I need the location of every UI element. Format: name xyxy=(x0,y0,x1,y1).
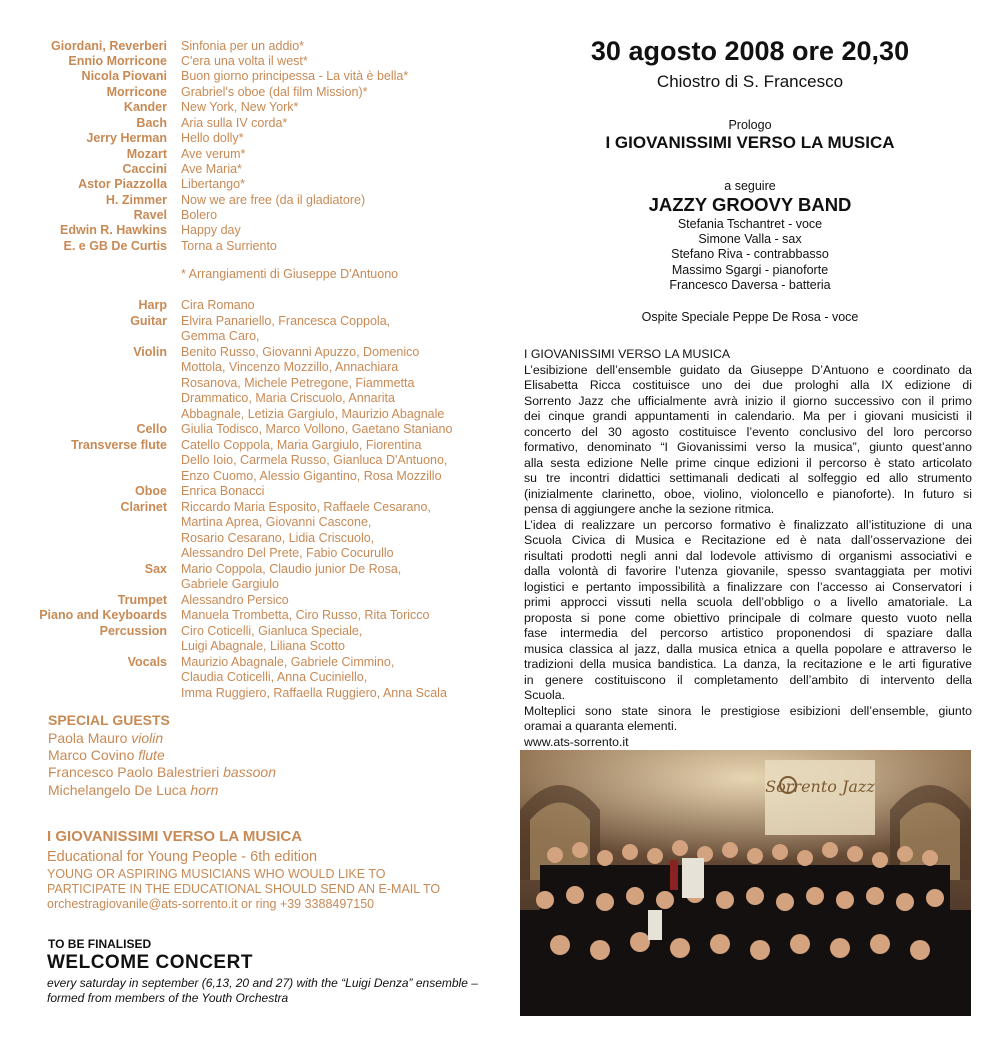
educational-subtitle: Educational for Young People - 6th edition xyxy=(47,849,318,865)
instrument-label: Cello xyxy=(136,422,167,436)
repertoire-item xyxy=(0,115,500,131)
player-line: Claudia Coticelli, Anna Cuciniello, xyxy=(181,670,368,684)
player-line: Catello Coppola, Maria Gargiulo, Fiorentina xyxy=(181,437,422,452)
special-guest xyxy=(48,782,218,798)
description-line: in genere costituiscono il completamento dell’ambito di intervento della xyxy=(524,672,972,687)
description-line: primi approcci vissuti nella scuola dell’obbligo o a livello amatoriale. La xyxy=(524,595,972,609)
a-seguire-label: a seguire xyxy=(724,179,776,193)
photo-logo-text: Sorrento Jazz xyxy=(765,777,875,796)
description-line: tradizioni della musica bandistica. La danza, la recitazione e le arti figurative xyxy=(524,657,972,671)
composer-name: H. Zimmer xyxy=(105,193,167,207)
guest-instrument: violin xyxy=(131,730,164,746)
player-line: Cira Romano xyxy=(181,298,255,312)
band-member: Francesco Daversa - batteria xyxy=(669,278,831,292)
composer-name: Astor Piazzolla xyxy=(78,177,167,191)
repertoire-item xyxy=(0,222,500,238)
description-line: oramai a quaranta elementi. xyxy=(524,719,678,733)
special-guest-line: Ospite Speciale Peppe De Rosa - voce xyxy=(641,310,859,324)
player-line: Ciro Coticelli, Gianluca Speciale, xyxy=(181,623,363,638)
composer-name: Ennio Morricone xyxy=(68,54,167,68)
description-line: Scuola Civica di Musica e Recitazione ed è nata dall’osservazione dei xyxy=(524,533,972,547)
arrangement-note: * Arrangiamenti di Giuseppe D'Antuono xyxy=(181,267,399,281)
repertoire-item xyxy=(0,207,500,223)
instrument-players xyxy=(181,345,491,423)
piece-title: Torna a Surriento xyxy=(181,239,277,253)
description-line: Elisabetta Ricca costituisce uno dei due prologhi alla IX edizione di xyxy=(524,378,972,392)
piece-title: Now we are free (da il gladiatore) xyxy=(181,193,366,207)
composer-name: Edwin R. Hawkins xyxy=(60,223,167,237)
instrument-players xyxy=(181,422,491,438)
piece-title: Sinfonia per un addio* xyxy=(181,39,305,53)
player-line: Martina Aprea, Giovanni Cascone, xyxy=(181,515,372,529)
instrument-label: Piano and Keyboards xyxy=(39,608,167,622)
to-be-finalised: TO BE FINALISED xyxy=(48,937,152,951)
player-line: Mottola, Vincenzo Mozzillo, Annachiara xyxy=(181,360,399,374)
description-line: L’idea di realizzare un percorso formativo è finalizzato all’istituzione di una xyxy=(524,517,972,532)
piece-title: Aria sulla IV corda* xyxy=(181,116,288,130)
piece-title: Happy day xyxy=(181,223,241,237)
guest-instrument: horn xyxy=(190,782,219,798)
instrument-players xyxy=(181,608,491,624)
band-member: Massimo Sgargi - pianoforte xyxy=(671,263,829,277)
instrument-label: Guitar xyxy=(130,313,167,328)
website-link[interactable]: www.ats-sorrento.it xyxy=(524,734,629,749)
description-line: dalla volontà di favorire l’utenza giovanile, spesso svantaggiata per motivi xyxy=(524,564,972,578)
player-line: Enzo Cuomo, Alessio Gigantino, Rosa Mozzillo xyxy=(181,468,442,483)
player-line: Gabriele Gargiulo xyxy=(181,577,279,591)
instrument-label: Clarinet xyxy=(120,499,167,514)
instrument-players xyxy=(181,593,491,609)
instrument-players xyxy=(181,655,491,702)
welcome-concert-title: WELCOME CONCERT xyxy=(47,952,253,973)
special-guest xyxy=(48,747,165,763)
instrument-players xyxy=(181,562,491,593)
instrument-label: Violin xyxy=(133,344,167,359)
player-line: Enrica Bonacci xyxy=(181,484,265,498)
band-member: Stefania Tschantret - voce xyxy=(677,217,823,231)
player-line: Drammatico, Maria Criscuolo, Annarita xyxy=(181,391,395,405)
instrument-players xyxy=(181,624,491,655)
educational-line: YOUNG OR ASPIRING MUSICIANS WHO WOULD LIKE TO xyxy=(47,867,386,881)
description-line: Scuola. xyxy=(524,688,566,702)
repertoire-item xyxy=(0,68,500,84)
educational-line: PARTICIPATE IN THE EDUCATIONAL SHOULD SEND AN E-MAIL TO xyxy=(47,882,441,896)
instrument-players xyxy=(181,500,491,562)
repertoire-item xyxy=(0,238,500,254)
event-venue: Chiostro di S. Francesco xyxy=(656,72,844,91)
repertoire-item xyxy=(0,53,500,69)
repertoire-item xyxy=(0,38,500,54)
description-line: L’esibizione dell’ensemble guidato da Giuseppe D’Antuono e coordinato da xyxy=(524,362,972,377)
player-line: Giulia Todisco, Marco Vollono, Gaetano Staniano xyxy=(181,422,453,436)
description-line: (inizialmente clarinetto, oboe, violino, violoncello e pianoforte). In futuro si xyxy=(524,486,972,501)
piece-title: C'era una volta il west* xyxy=(181,54,308,68)
composer-name: Ravel xyxy=(133,208,167,222)
instrument-players xyxy=(181,438,491,485)
player-line: Gemma Caro, xyxy=(181,329,260,343)
repertoire-item xyxy=(0,161,500,177)
piece-title: Grabriel's oboe (dal film Mission)* xyxy=(181,85,368,99)
repertoire-item xyxy=(0,130,500,146)
band-name: JAZZY GROOVY BAND xyxy=(648,194,852,215)
description-text xyxy=(524,347,972,750)
description-line: dei cinque grandi appuntamenti in calendario. Ma per i giovani musicisti il xyxy=(524,409,972,423)
guest-name: Francesco Paolo Balestrieri xyxy=(48,764,220,780)
composer-name: Nicola Piovani xyxy=(81,69,167,83)
description-line: formativo, denominato “I Giovanissimi verso la musica”, giunto quest’anno xyxy=(524,440,972,454)
composer-name: Mozart xyxy=(126,147,167,161)
guest-name: Paola Mauro xyxy=(48,730,128,746)
instrument-label: Trumpet xyxy=(117,592,167,607)
welcome-concert-description: every saturday in september (6,13, 20 and 27) with the “Luigi Denza” ensemble – formed from members of the Youth Orchestra xyxy=(47,976,478,1005)
player-line: Benito Russo, Giovanni Apuzzo, Domenico xyxy=(181,344,420,359)
player-line: Rosario Cesarano, Lidia Criscuolo, xyxy=(181,530,375,545)
player-line: Alessandro Persico xyxy=(181,592,289,607)
educational-title: I GIOVANISSIMI VERSO LA MUSICA xyxy=(47,828,303,845)
description-line: su tre incontri didattici settimanali dedicati al solfeggio ed allo strumento xyxy=(524,471,972,485)
guest-name: Michelangelo De Luca xyxy=(48,782,187,798)
description-line: musica classica al jazz, dalla musica etnica a quella popolare e attraverso le xyxy=(524,641,972,656)
description-line: logistici e pertanto impossibilità a finalizzare con l’accesso ai Conservatori i xyxy=(524,579,972,594)
educational-contact: orchestragiovanile@ats-sorrento.it or ring +39 3388497150 xyxy=(47,897,375,911)
piece-title: Ave verum* xyxy=(181,147,246,161)
piece-title: Libertango* xyxy=(181,177,245,191)
instrument-players xyxy=(181,484,491,500)
composer-name: E. e GB De Curtis xyxy=(63,239,167,253)
guest-name: Marco Covino xyxy=(48,747,135,763)
player-line: Imma Ruggiero, Raffaella Ruggiero, Anna Scala xyxy=(181,685,447,700)
composer-name: Morricone xyxy=(106,85,167,99)
event-date: 30 agosto 2008 ore 20,30 xyxy=(590,36,910,66)
description-line: Molteplici sono state sinora le prestigiose esibizioni dell’ensemble, giunto xyxy=(524,703,972,718)
group-photo xyxy=(520,750,971,1016)
piece-title: Bolero xyxy=(181,208,218,222)
instrument-label: Percussion xyxy=(99,623,167,638)
right-column xyxy=(500,0,1000,1049)
player-line: Mario Coppola, Claudio junior De Rosa, xyxy=(181,561,402,576)
guest-instrument: bassoon xyxy=(223,764,277,780)
piece-title: New York, New York* xyxy=(181,100,299,114)
description-line: Sorrento Jazz che ufficialmente avrà inizio il giorno successivo con il primo xyxy=(524,393,972,408)
piece-title: Buon giorno principessa - La vità è bella* xyxy=(181,69,409,83)
player-line: Riccardo Maria Esposito, Raffaele Cesarano, xyxy=(181,499,431,514)
piece-title: Hello dolly* xyxy=(181,131,244,145)
special-guests-title: SPECIAL GUESTS xyxy=(48,712,170,728)
description-heading: I GIOVANISSIMI VERSO LA MUSICA xyxy=(524,347,731,361)
band-member: Stefano Riva - contrabbasso xyxy=(671,247,829,261)
repertoire-item xyxy=(0,146,500,162)
instrument-label: Vocals xyxy=(127,654,167,669)
player-line: Luigi Abagnale, Liliana Scotto xyxy=(181,639,346,653)
special-guest xyxy=(48,730,163,746)
repertoire-item xyxy=(0,176,500,192)
description-line: concerto del 30 agosto costituisce l’evento conclusivo del loro percorso xyxy=(524,424,972,439)
repertoire-item xyxy=(0,84,500,100)
player-line: Alessandro Del Prete, Fabio Cocurullo xyxy=(181,546,394,560)
prologo-label: Prologo xyxy=(728,118,772,132)
prologo-title: I GIOVANISSIMI VERSO LA MUSICA xyxy=(605,133,895,152)
instrument-label: Oboe xyxy=(135,484,167,498)
composer-name: Jerry Herman xyxy=(86,131,167,145)
composer-name: Giordani, Reverberi xyxy=(50,39,167,53)
player-line: Rosanova, Michele Petregone, Fiammetta xyxy=(181,375,415,390)
player-line: Elvira Panariello, Francesca Coppola, xyxy=(181,313,391,328)
description-line: alla sesta edizione Nelle prime cinque edizioni il percorso è stato articolato xyxy=(524,455,972,470)
instrument-label: Transverse flute xyxy=(71,437,167,452)
special-guest xyxy=(48,764,276,780)
player-line: Dello Ioio, Carmela Russo, Gianluca D'Antuono, xyxy=(181,453,448,467)
description-line: fase intermedia del percorso artistico proponendosi di spaziare dalla xyxy=(524,626,972,640)
piece-title: Ave Maria* xyxy=(181,162,242,176)
description-line: proposta si pone come obiettivo principale di colmare questo vuoto nella xyxy=(524,610,972,625)
composer-name: Bach xyxy=(136,116,167,130)
group-photo-illustration xyxy=(520,750,971,1016)
repertoire-item xyxy=(0,192,500,208)
instrument-label: Harp xyxy=(138,298,167,312)
player-line: Abbagnale, Letizia Gargiulo, Maurizio Abagnale xyxy=(181,406,445,421)
band-member: Simone Valla - sax xyxy=(698,232,802,246)
composer-name: Kander xyxy=(123,100,167,114)
instrument-players xyxy=(181,298,491,314)
player-line: Manuela Trombetta, Ciro Russo, Rita Toricco xyxy=(181,608,430,622)
composer-name: Caccini xyxy=(122,162,167,176)
player-line: Maurizio Abagnale, Gabriele Cimmino, xyxy=(181,654,395,669)
instrument-players xyxy=(181,314,491,345)
guest-instrument: flute xyxy=(138,747,165,763)
crowd xyxy=(520,840,971,1016)
repertoire-item xyxy=(0,99,500,115)
instrument-label: Sax xyxy=(144,561,167,576)
description-line: pensa di aggiungere anche la sezione ritmica. xyxy=(524,502,775,516)
description-line: risultati prodotti negli anni dal lodevole attivismo di organismi associativi e xyxy=(524,548,972,563)
